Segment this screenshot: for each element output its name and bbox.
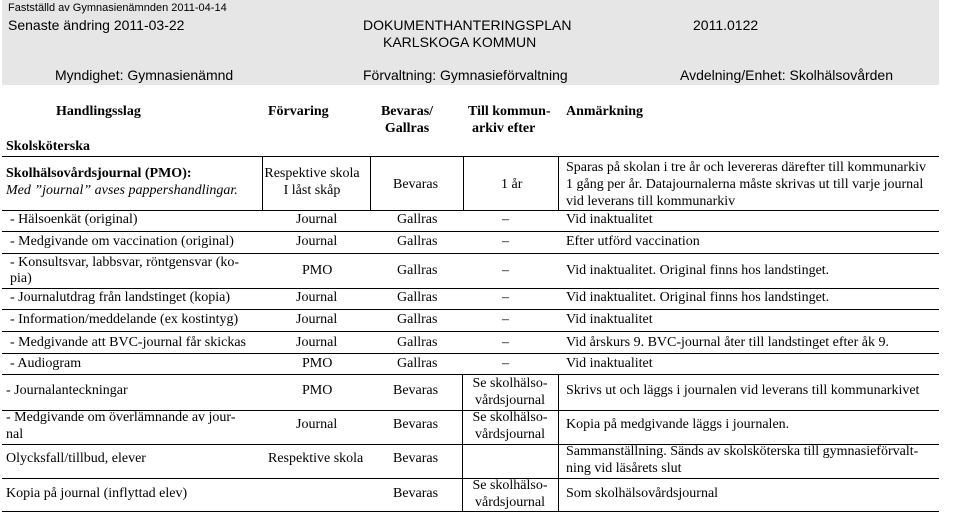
row-keep: Bevaras bbox=[393, 383, 439, 398]
row-storage: PMO bbox=[302, 383, 333, 398]
row-type: - Medgivande att BVC-journal får skickas bbox=[10, 335, 246, 350]
table-rule bbox=[2, 288, 939, 289]
row-remark: Vid inaktualitet bbox=[566, 356, 653, 371]
row-type: - Konsultsvar, labbsvar, röntgensvar (ko- bbox=[10, 255, 240, 270]
row-archive-line2: vårdsjournal bbox=[475, 427, 545, 442]
row-remark: Sammanställning. Sänds av skolsköterska till gymnasieförvalt- bbox=[566, 444, 919, 459]
row-remark: Vid inaktualitet bbox=[566, 312, 653, 327]
row-remark: Vid inaktualitet. Original finns hos landstinget. bbox=[566, 263, 830, 278]
row-archive: – bbox=[502, 263, 509, 278]
row-keep: Bevaras bbox=[393, 486, 439, 501]
record-remark: Sparas på skolan i tre år och levereras därefter till kommunarkiv bbox=[566, 160, 926, 175]
row-keep: Gallras bbox=[397, 335, 438, 350]
table-rule bbox=[2, 353, 939, 354]
row-remark: Skrivs ut och läggs i journalen vid leverans till kommunarkivet bbox=[566, 383, 920, 398]
row-keep: Gallras bbox=[397, 312, 438, 327]
row-type: - Journalutdrag från landstinget (kopia) bbox=[10, 290, 231, 305]
table-rule bbox=[2, 210, 939, 211]
row-type: - Hälsoenkät (original) bbox=[10, 212, 138, 227]
column-heading-archive-line2: arkiv efter bbox=[472, 121, 536, 136]
row-storage: Journal bbox=[296, 290, 338, 305]
column-divider bbox=[463, 156, 464, 210]
column-divider bbox=[558, 156, 559, 210]
changed-date: Senaste ändring 2011-03-22 bbox=[8, 17, 185, 33]
column-divider bbox=[370, 156, 371, 210]
document-number: 2011.0122 bbox=[693, 17, 759, 33]
table-rule bbox=[2, 374, 939, 375]
column-divider bbox=[262, 156, 263, 210]
row-storage: PMO bbox=[302, 356, 333, 371]
record-subtitle: Med ”journal” avses pappershandlingar. bbox=[6, 183, 238, 198]
row-storage: Respektive skola bbox=[268, 451, 364, 466]
row-storage: PMO bbox=[302, 263, 333, 278]
row-keep: Gallras bbox=[397, 234, 438, 249]
row-archive: – bbox=[502, 234, 509, 249]
column-heading-keep-line2: Gallras bbox=[384, 121, 430, 136]
row-archive: – bbox=[502, 335, 509, 350]
row-remark: Vid inaktualitet bbox=[566, 212, 653, 227]
department-label: Avdelning/Enhet: Skolhälsovården bbox=[680, 67, 894, 83]
row-type-line2: pia) bbox=[10, 271, 32, 286]
column-heading-archive: Till kommun- bbox=[468, 104, 551, 119]
column-divider bbox=[462, 374, 463, 511]
row-keep: Bevaras bbox=[393, 417, 439, 432]
row-type: - Audiogram bbox=[10, 356, 82, 371]
column-heading-keep: Bevaras/ bbox=[380, 104, 434, 119]
municipality-name: KARLSKOGA KOMMUN bbox=[383, 34, 537, 50]
record-keep: Bevaras bbox=[393, 177, 439, 192]
row-remark: Kopia på medgivande läggs i journalen. bbox=[566, 417, 790, 432]
row-archive: – bbox=[502, 212, 509, 227]
record-storage: Respektive skola bbox=[264, 166, 360, 181]
row-archive: Se skolhälso- bbox=[472, 478, 548, 493]
row-remark: Efter utförd vaccination bbox=[566, 234, 700, 249]
row-type: - Medgivande om överlämnande av jour- bbox=[6, 410, 236, 425]
row-remark: Vid årskurs 9. BVC-journal åter till landstinget efter åk 9. bbox=[566, 335, 890, 350]
record-title: Skolhälsovårdsjournal (PMO): bbox=[6, 166, 192, 181]
record-storage-line2: I låst skåp bbox=[283, 183, 341, 198]
row-storage: Journal bbox=[296, 312, 338, 327]
row-remark: Som skolhälsovårdsjournal bbox=[566, 486, 719, 501]
column-heading-storage: Förvaring bbox=[268, 104, 329, 119]
row-storage: Journal bbox=[296, 234, 338, 249]
row-keep: Gallras bbox=[397, 356, 438, 371]
row-type: Olycksfall/tillbud, elever bbox=[6, 451, 146, 466]
document-title: DOKUMENTHANTERINGSPLAN bbox=[363, 17, 572, 33]
row-storage: Journal bbox=[296, 212, 338, 227]
row-keep: Bevaras bbox=[393, 451, 439, 466]
row-type: - Journalanteckningar bbox=[6, 383, 128, 398]
row-remark: Vid inaktualitet. Original finns hos landstinget. bbox=[566, 290, 830, 305]
record-remark-line2: 1 gång per år. Datajournalerna måste skrivas ut till varje journal bbox=[566, 177, 924, 192]
adopted-date: Fastställd av Gymnasienämnden 2011-04-14 bbox=[8, 2, 227, 14]
row-archive: – bbox=[502, 356, 509, 371]
row-keep: Gallras bbox=[397, 212, 438, 227]
row-archive: – bbox=[502, 290, 509, 305]
row-archive: Se skolhälso- bbox=[472, 410, 548, 425]
table-rule bbox=[2, 156, 939, 157]
row-storage: Journal bbox=[296, 335, 338, 350]
row-type-line2: nal bbox=[6, 427, 24, 442]
row-keep: Gallras bbox=[397, 263, 438, 278]
table-rule bbox=[2, 253, 939, 254]
table-rule bbox=[2, 231, 939, 232]
row-archive-line2: vårdsjournal bbox=[475, 393, 545, 408]
column-divider bbox=[558, 374, 559, 511]
administration-label: Förvaltning: Gymnasieförvaltning bbox=[363, 67, 568, 83]
row-archive: – bbox=[502, 312, 509, 327]
table-rule bbox=[2, 331, 939, 332]
row-archive-line2: vårdsjournal bbox=[475, 495, 545, 510]
section-heading: Skolsköterska bbox=[6, 139, 91, 154]
row-storage: Journal bbox=[296, 417, 338, 432]
row-archive: Se skolhälso- bbox=[472, 376, 548, 391]
row-keep: Gallras bbox=[397, 290, 438, 305]
column-heading-type: Handlingsslag bbox=[56, 104, 141, 119]
record-remark-line3: vid leverans till kommunarkiv bbox=[566, 194, 736, 209]
row-type: - Medgivande om vaccination (original) bbox=[10, 234, 234, 249]
table-rule bbox=[2, 511, 939, 512]
row-remark-line2: ning vid läsårets slut bbox=[566, 461, 682, 476]
row-type: - Information/meddelande (ex kostintyg) bbox=[10, 312, 239, 327]
column-heading-remark: Anmärkning bbox=[566, 104, 644, 119]
record-archive: 1 år bbox=[501, 177, 523, 192]
authority-label: Myndighet: Gymnasienämnd bbox=[55, 67, 234, 83]
row-type: Kopia på journal (inflyttad elev) bbox=[6, 486, 188, 501]
table-rule bbox=[2, 309, 939, 310]
